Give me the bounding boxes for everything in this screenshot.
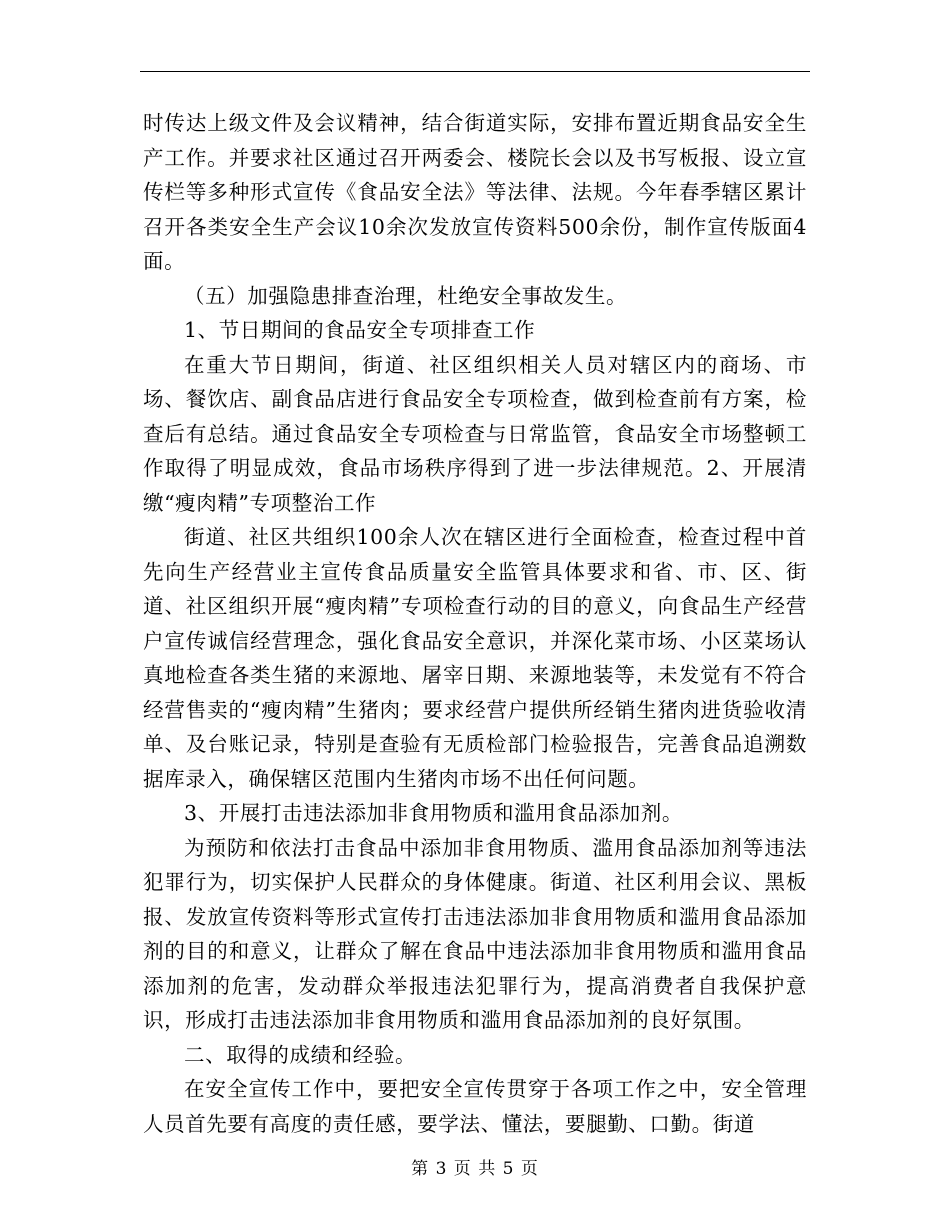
paragraph-6: 3、开展打击违法添加非食用物质和滥用食品添加剂。 — [184, 801, 683, 825]
paragraph-7: 为预防和依法打击食品中添加非食用物质、滥用食品添加剂等违法犯罪行为，切实保护人民群众的身体健康。街道、社区利用会议、黑板报、发放宣传资料等形式宣传打击违法添加非食用物质和滥用食品添加剂的目的和意义，让群众了解在食品中违法添加非食用物质和滥用食品添加剂的危害，发动群众举报违法犯罪行为，提高消费者自我保护意识，形成打击违法添加非食用物质和滥用食品添加剂的良好氛围。 — [143, 835, 807, 1032]
paragraph-9: 在安全宣传工作中，要把安全宣传贯穿于各项工作之中，安全管理人员首先要有高度的责任感，要学法、懂法，要腿勤、口勤。街道 — [143, 1077, 807, 1136]
header-rule — [140, 71, 810, 72]
page-number-footer: 第 3 页 共 5 页 — [411, 1159, 539, 1179]
paragraph-4: 在重大节日期间，街道、社区组织相关人员对辖区内的商场、市场、餐饮店、副食品店进行食品安全专项检查，做到检查前有方案，检查后有总结。通过食品安全专项检查与日常监管，食品安全市场整顿工作取得了明显成效，食品市场秩序得到了进一步法律规范。2、开展清缴“瘦肉精”专项整治工作 — [143, 352, 807, 515]
paragraph-8: 二、取得的成绩和经验。 — [184, 1042, 417, 1067]
paragraph-5: 街道、社区共组织100余人次在辖区进行全面检查，检查过程中首先向生产经营业主宣传食品质量安全监管具体要求和省、市、区、街道、社区组织开展“瘦肉精”专项检查行动的目的意义，向食品生产经营户宣传诚信经营理念，强化食品安全意识，并深化菜市场、小区菜场认真地检查各类生猪的来源地、屠宰日期、来源地装等，未发觉有不符合经营售卖的“瘦肉精”生猪肉；要求经营户提供所经销生猪肉进货验收清单、及台账记录，特别是查验有无质检部门检验报告，完善食品追溯数据库录入，确保辖区范围内生猪肉市场不出任何问题。 — [143, 525, 807, 791]
paragraph-2: （五）加强隐患排查治理，杜绝安全事故发生。 — [184, 283, 628, 308]
document-body — [143, 106, 807, 1141]
paragraph-3: 1、节日期间的食品安全专项排查工作 — [184, 318, 536, 342]
paragraph-1: 时传达上级文件及会议精神，结合街道实际，安排布置近期食品安全生产工作。并要求社区通过召开两委会、楼院长会以及书写板报、设立宣传栏等多种形式宣传《食品安全法》等法律、法规。今年春季辖区累计召开各类安全生产会议10余次发放宣传资料500余份，制作宣传版面4面。 — [143, 111, 807, 273]
